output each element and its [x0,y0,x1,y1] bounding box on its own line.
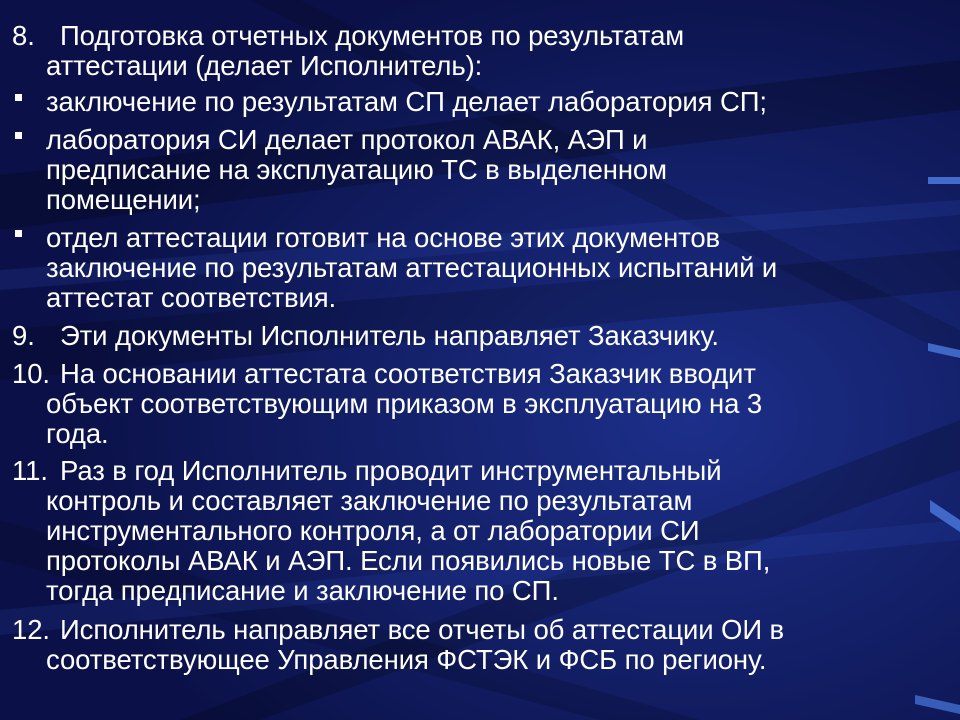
bullet-square-1 [15,94,22,101]
bullet-square-3 [15,230,22,237]
item-9-line-1: Эти документы Исполнитель направляет Заказчику. [60,320,719,351]
bullet-3-line-3: аттестат соответствия. [46,282,337,313]
bullet-1-line-1: заключение по результатам СП делает лаборатория СП; [46,86,767,117]
item-marker-9: 9. [12,320,35,351]
item-marker-10: 10. [12,358,50,389]
item-11-line-2: контроль и составляет заключение по результатам [46,485,693,516]
item-marker-12: 12. [12,614,50,645]
bullet-3-line-2: заключение по результатам аттестационных испытаний и [46,252,778,283]
item-10-line-3: года. [46,418,109,449]
bullet-2-line-3: помещении; [46,184,201,215]
bullet-3-line-1: отдел аттестации готовит на основе этих документов [46,222,721,253]
item-marker-8: 8. [12,20,35,51]
item-marker-11: 11. [12,455,48,486]
bullet-2-line-1: лаборатория СИ делает протокол АВАК, АЭП и [46,124,648,155]
item-11-line-5: тогда предписание и заключение по СП. [46,575,559,606]
bullet-square-2 [15,132,22,139]
item-10-line-2: объект соответствующим приказом в эксплуатацию на 3 [46,388,763,419]
item-8-line-2: аттестации (делает Исполнитель): [46,50,483,81]
item-12-line-2: соответствующее Управления ФСТЭК и ФСБ по региону. [46,644,767,675]
item-11-line-3: инструментального контроля, а от лаборатории СИ [46,515,700,546]
item-11-line-4: протоколы АВАК и АЭП. Если появились новые ТС в ВП, [46,545,771,576]
item-10-line-1: На основании аттестата соответствия Заказчик вводит [60,358,756,389]
bullet-2-line-2: предписание на эксплуатацию ТС в выделенном [46,154,667,185]
item-12-line-1: Исполнитель направляет все отчеты об аттестации ОИ в [60,614,785,645]
item-8-line-1: Подготовка отчетных документов по результатам [60,20,685,51]
item-11-line-1: Раз в год Исполнитель проводит инструментальный [60,455,722,486]
